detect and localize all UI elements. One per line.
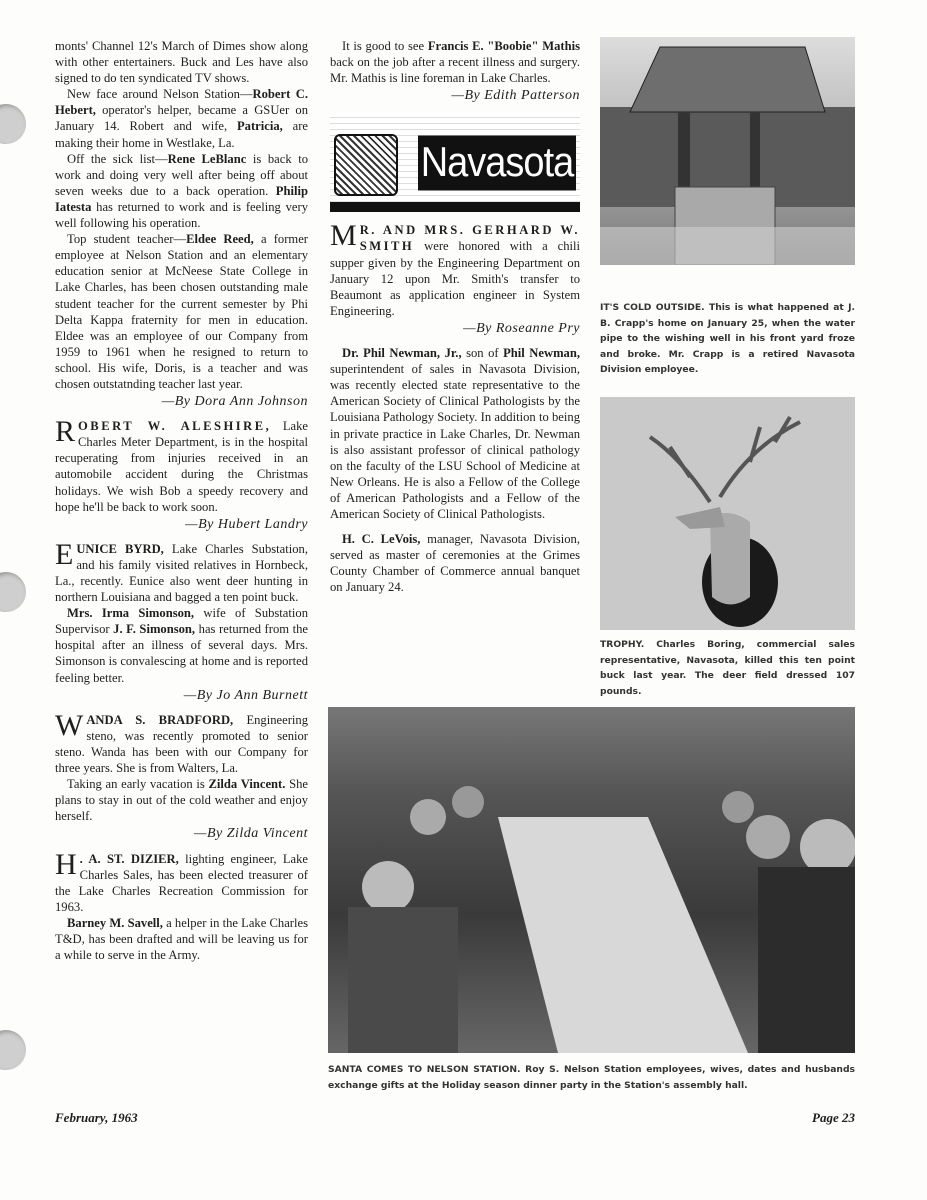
punch-hole (0, 1030, 26, 1070)
paragraph (55, 776, 308, 824)
text-run: She plans to stay in out of the cold weather and enjoy herself. (55, 777, 309, 824)
bold-name: . A. ST. DIZIER, (79, 851, 179, 866)
deer-trophy-photo (600, 397, 855, 630)
paragraph (330, 38, 580, 86)
byline: —By Zilda Vincent (194, 826, 308, 842)
text-run: Off the sick list— (67, 151, 168, 166)
byline: —By Roseanne Pry (463, 320, 580, 336)
article-lead-paragraph (55, 847, 309, 915)
paragraph (55, 86, 308, 150)
text-run: lighting engineer, Lake Charles Sales, has been elected treasurer of the Lake Charles Recreation Commission for 1963. (55, 851, 309, 914)
deer-head-illustration (600, 397, 855, 630)
wishing-well-photo (600, 37, 855, 265)
bold-name: Rene LeBlanc (167, 151, 247, 166)
byline: —By Dora Ann Johnson (161, 394, 308, 410)
wishing-well-illustration (600, 37, 855, 265)
bold-name: R. AND MRS. GERHARD W. SMITH (359, 223, 580, 254)
article-lead-paragraph (330, 219, 580, 319)
text-run: were honored with a chili supper given by the Engineering Department on January 12 upon Mr. Smith's transfer to Beaumont as application engineer in System Engineering. (330, 239, 580, 318)
text-run: Lake Charles Meter Department, is in the hospital recuperating from injuries received in an automobile accident during the Christmas holidays. We wish Bob a speedy recovery and hope he'll be back to work soon. (55, 419, 308, 514)
party-caption: SANTA COMES TO NELSON STATION. Roy S. Nelson Station employees, wives, dates and husbands exchange gifts at the Holiday season dinner party in the Station's assembly hall. (328, 1064, 855, 1091)
text-run: are making their home in Westlake, La. (55, 119, 308, 150)
text-run: has returned to work and is feeling very well following his operation. (55, 199, 308, 231)
bold-name: UNICE BYRD, (76, 541, 164, 556)
article-lead-paragraph (55, 537, 308, 605)
text-run: It is good to see (342, 39, 428, 53)
text-run: Lake Charles Substation, and his family visited relatives in Hornbeck, La., recently. Eunice also went deer hunting in northern Louisiana and bagged a ten point buck. (55, 541, 308, 605)
middle-column (330, 38, 580, 595)
logo-text: Navasota (418, 136, 576, 191)
page-number: Page 23 (812, 1110, 855, 1125)
text-run: a former employee at Nelson Station and an elementary education senior at McNeese State College in Lake Charles, has been chosen outstanding male student teacher for the current semester by Phi Delta Kappa fraternity for men in education. Eldee was an employee of our Company from 1959 to 1961 when he resigned to return to school. His wife, Doris, is a teacher and was chosen outstatnding teacher last year. (55, 232, 308, 391)
paragraph (330, 345, 580, 522)
text-run: operator's helper, became a GSUer on January 14. Robert and wife, (55, 103, 308, 134)
party-scene-illustration (328, 707, 855, 1053)
text-run: a helper in the Lake Charles T&D, has been drafted and will be leaving us for a while to serve in the Army. (55, 915, 308, 963)
well-caption: IT'S COLD OUTSIDE. This is what happened at J. B. Crapp's home on January 25, when the water pipe to the wishing well in his front yard froze and broke. Mr. Crapp is a retired Navasota Division employee. (600, 302, 855, 375)
punch-hole (0, 104, 26, 144)
cotton-bale-icon (334, 134, 398, 196)
paragraph (55, 915, 308, 963)
bold-name: J. F. Simonson, (113, 622, 196, 637)
holiday-party-photo (328, 707, 855, 1053)
paragraph (55, 151, 308, 231)
deer-caption: TROPHY. Charles Boring, commercial sales representative, Navasota, killed this ten point buck last year. The deer field dressed 107 pounds. (600, 639, 855, 697)
left-column (55, 38, 308, 963)
paragraph (55, 605, 308, 685)
article-lead-paragraph (55, 415, 308, 515)
bold-name: Philip Iatesta (55, 183, 308, 214)
paragraph (55, 231, 308, 392)
drop-cap: M (330, 219, 357, 253)
bold-name: Francis E. "Boobie" Mathis (427, 39, 580, 53)
text-run: has returned from the hospital after an illness of several days. Mrs. Simonson is convalescing at home and is reported feeling better. (55, 622, 309, 685)
byline: —By Edith Patterson (451, 88, 580, 104)
byline: —By Hubert Landry (185, 516, 308, 532)
text-run: Top student teacher— (67, 232, 187, 247)
drop-cap: W (55, 708, 84, 742)
text-run: manager, Navasota Division, served as master of ceremonies at the Grimes County Chamber of Commerce annual banquet on January 24. (330, 532, 580, 595)
text-run: superintendent of sales in Navasota Division, was recently elected state representative to the American Society of Clinical Pathologists by the Louisiana Pathology Society. In addition to being in private practice in Lake Charles, Dr. Newman is also assistant professor of clinical pathology on the faculty of the LSU School of Medicine at New Orleans. He is also a Fellow of the College of American Pathologists and a Fellow of the American Society of Clinical Pathologists. (330, 362, 580, 521)
text-run: back on the job after a recent illness and surgery. Mr. Mathis is line foreman in Lake Charles. (330, 55, 580, 86)
bold-name: Robert C. Hebert, (55, 87, 308, 118)
text-run: wife of Substation Supervisor (55, 606, 308, 637)
bold-name: H. C. LeVois, (342, 532, 421, 547)
drop-cap: E (55, 537, 74, 571)
bold-name: Phil Newman, (503, 346, 581, 361)
text-run: is back to work and doing very well after being off about seven weeks due to a back operation. (55, 151, 308, 198)
bold-name: Eldee Reed, (186, 232, 254, 247)
bold-name: Zilda Vincent. (208, 777, 286, 792)
text-run: Engineering steno, was recently promoted to senior steno. Wanda has been with our Company for three years. She is from Walters, La. (55, 712, 308, 776)
bold-name: ANDA S. BRADFORD, (86, 712, 234, 727)
article-lead-paragraph (55, 708, 308, 776)
issue-date: February, 1963 (55, 1110, 138, 1125)
text-run: son of (461, 346, 504, 361)
text-run: New face around Nelson Station— (67, 87, 253, 102)
text-run: Taking an early vacation is (67, 777, 209, 792)
navasota-division-logo (330, 112, 580, 212)
drop-cap: H (55, 847, 77, 881)
bold-name: OBERT W. ALESHIRE, (78, 419, 272, 434)
bold-name: Dr. Phil Newman, Jr., (342, 346, 462, 361)
bold-name: Patricia, (236, 119, 283, 134)
text-run: monts' Channel 12's March of Dimes show along with other entertainers. Buck and Les have also signed to do ten syndicated TV shows. (55, 39, 308, 86)
bold-name: Barney M. Savell, (67, 915, 163, 930)
byline: —By Jo Ann Burnett (183, 687, 308, 703)
paragraph (330, 531, 580, 595)
paragraph (55, 38, 308, 86)
bold-name: Mrs. Irma Simonson, (67, 606, 195, 621)
drop-cap: R (55, 415, 76, 449)
punch-hole (0, 572, 26, 612)
